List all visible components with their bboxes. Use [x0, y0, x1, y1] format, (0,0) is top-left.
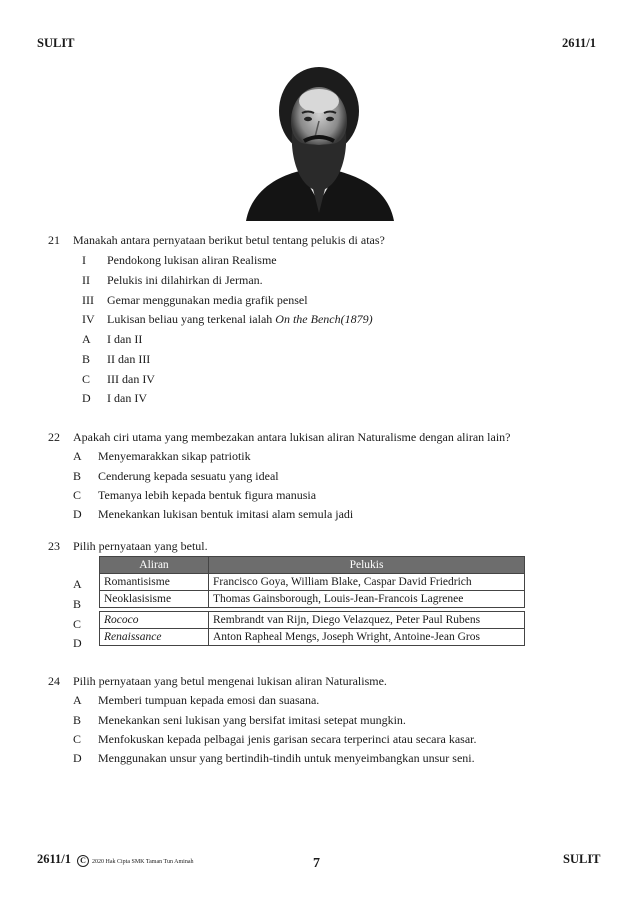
table-row — [100, 629, 525, 646]
question-23-text: Pilih pernyataan yang betul. — [73, 539, 208, 553]
q23-row-letter: C — [73, 617, 82, 631]
q21-statement-number: II — [82, 273, 90, 287]
q21-statement-number: III — [82, 293, 94, 307]
q21-option-letter: B — [82, 352, 91, 366]
q22-option-text: Temanya lebih kepada bentuk figura manusia — [98, 488, 317, 502]
q23-row-letter: B — [73, 597, 82, 611]
table-header-aliran: Aliran — [100, 557, 209, 574]
question-23-number: 23 — [48, 539, 60, 553]
aliran-pelukis-table — [99, 556, 525, 646]
q21-statement-number: I — [82, 253, 86, 267]
footer-copyright-text: 2020 Hak Cipta SMK Taman Tun Aminah — [92, 859, 194, 865]
q21-option-letter: A — [82, 332, 91, 346]
question-21-text: Manakah antara pernyataan berikut betul tentang pelukis di atas? — [73, 233, 385, 247]
q21-statement-text — [107, 312, 373, 326]
q23-row-letter: A — [73, 577, 82, 591]
q21-statement-text: Pelukis ini dilahirkan di Jerman. — [107, 273, 263, 287]
q22-option-letter: B — [73, 469, 82, 483]
q21-option-letter: C — [82, 372, 91, 386]
table-row — [100, 591, 525, 608]
painter-portrait — [242, 63, 396, 221]
q22-option-letter: A — [73, 449, 82, 463]
q21-statement-text: Gemar menggunakan media grafik pensel — [107, 293, 308, 307]
question-22-text: Apakah ciri utama yang membezakan antara lukisan aliran Naturalisme dengan aliran lain? — [73, 430, 511, 444]
q24-option-text: Memberi tumpuan kepada emosi dan suasana. — [98, 693, 320, 707]
q21-option-text: I dan II — [107, 332, 143, 346]
table-cell-pelukis: Francisco Goya, William Blake, Caspar David Friedrich — [209, 574, 525, 591]
footer-classification: SULIT — [563, 852, 601, 866]
q22-option-letter: D — [73, 507, 82, 521]
table-cell-aliran: Rococo — [100, 612, 209, 629]
page-number: 7 — [313, 856, 320, 871]
question-24-text: Pilih pernyataan yang betul mengenai lukisan aliran Naturalisme. — [73, 674, 387, 688]
q21-statement-plain: Lukisan beliau yang terkenal ialah — [107, 312, 276, 326]
question-24-number: 24 — [48, 674, 60, 688]
q22-option-text: Menyemarakkan sikap patriotik — [98, 449, 251, 463]
q21-option-text: III dan IV — [107, 372, 155, 386]
footer-copyright — [77, 852, 193, 867]
header-classification: SULIT — [37, 36, 75, 50]
q21-option-letter: D — [82, 391, 91, 405]
q24-option-text: Menggunakan unsur yang bertindih-tindih untuk menyeimbangkan unsur seni. — [98, 751, 475, 765]
q24-option-letter: B — [73, 713, 82, 727]
table-header-pelukis: Pelukis — [209, 557, 525, 574]
footer-paper-code: 2611/1 — [37, 852, 72, 866]
table-cell-pelukis: Thomas Gainsborough, Louis-Jean-Francois Lagrenee — [209, 591, 525, 608]
q24-option-letter: C — [73, 732, 82, 746]
q24-option-text: Menfokuskan kepada pelbagai jenis garisan secara terperinci atau secara kasar. — [98, 732, 477, 746]
q21-option-text: I dan IV — [107, 391, 147, 405]
q22-option-letter: C — [73, 488, 82, 502]
table-cell-aliran: Neoklasisisme — [100, 591, 209, 608]
header-paper-code: 2611/1 — [562, 36, 597, 50]
q24-option-text: Menekankan seni lukisan yang bersifat imitasi setepat mungkin. — [98, 713, 406, 727]
q24-option-letter: A — [73, 693, 82, 707]
q21-option-text: II dan III — [107, 352, 151, 366]
q22-option-text: Menekankan lukisan bentuk imitasi alam semula jadi — [98, 507, 354, 521]
q21-statement-number: IV — [82, 312, 95, 326]
q21-statement-italic-title: On the Bench(1879) — [275, 312, 373, 326]
table-cell-aliran: Renaissance — [100, 629, 209, 646]
q23-row-letter: D — [73, 636, 82, 650]
q21-statement-text: Pendokong lukisan aliran Realisme — [107, 253, 277, 267]
table-header-row — [100, 557, 525, 574]
table-row — [100, 612, 525, 629]
q22-option-text: Cenderung kepada sesuatu yang ideal — [98, 469, 279, 483]
q24-option-letter: D — [73, 751, 82, 765]
question-21-number: 21 — [48, 233, 60, 247]
table-cell-pelukis: Rembrandt van Rijn, Diego Velazquez, Peter Paul Rubens — [209, 612, 525, 629]
table-row — [100, 574, 525, 591]
table-cell-pelukis: Anton Rapheal Mengs, Joseph Wright, Antoine-Jean Gros — [209, 629, 525, 646]
table-cell-aliran: Romantisisme — [100, 574, 209, 591]
question-22-number: 22 — [48, 430, 60, 444]
copyright-icon: C — [77, 855, 89, 867]
